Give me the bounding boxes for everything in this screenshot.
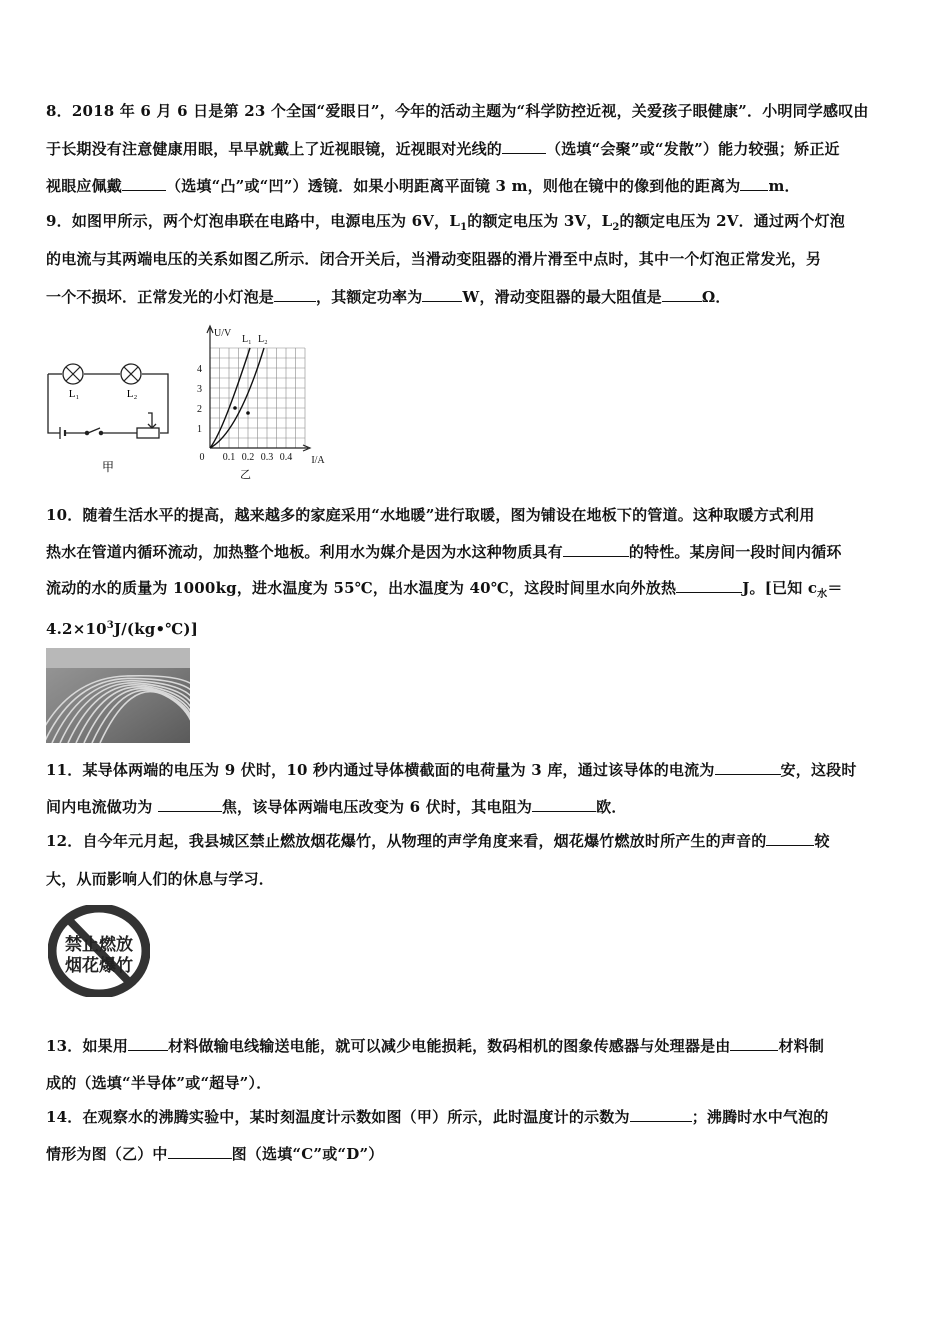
q9-line3: 一个不损坏．正常发光的小灯泡是 ，其额定功率为 W，滑动变阻器的最大阻值是 Ω． <box>46 288 731 306</box>
q13-line1: 13．如果用 材料做输电线输送电能，就可以减少电能损耗，数码相机的图象传感器与处理器是由 材料制 <box>46 1037 825 1055</box>
floor-heating-pipes-image <box>46 648 190 743</box>
x-axis-label: I/A <box>311 455 325 465</box>
answer-blank[interactable] <box>532 797 596 812</box>
answer-blank[interactable] <box>158 797 222 812</box>
q8-line1: 8．2018 年 6 月 6 日是第 23 个全国“爱眼日”，今年的活动主题为“科学防控近视，关爱孩子眼健康”．小明同学感叹由 <box>46 102 869 120</box>
answer-blank[interactable] <box>730 1036 778 1051</box>
y-tick-2: 2 <box>197 404 202 415</box>
q10-line3: 流动的水的质量为 1000kg，进水温度为 55℃，出水温度为 40℃，这段时间里水向外放热 J。[已知 $c_水=$ <box>46 579 843 600</box>
q9-line1: 9．如图甲所示，两个灯泡串联在电路中，电源电压为 6V，$L_1$的额定电压为 3V，$L_2$的额定电压为 2V．通过两个灯泡 <box>46 212 845 233</box>
sign-text-bottom: 烟花爆竹 <box>65 956 133 976</box>
x-tick-0-3: 0.3 <box>260 452 274 463</box>
curve-l1-point <box>233 406 237 410</box>
answer-blank[interactable] <box>128 1036 168 1051</box>
curve-l2-label: L₂ <box>258 334 268 345</box>
answer-blank[interactable] <box>502 139 546 154</box>
y-axis-label: U/V <box>214 328 232 339</box>
y-tick-4: 4 <box>197 364 202 375</box>
curve-l2-point <box>246 411 250 415</box>
answer-blank[interactable] <box>662 287 702 302</box>
no-fireworks-sign-icon <box>48 905 150 997</box>
q12-line2: 大，从而影响人们的休息与学习． <box>46 870 275 888</box>
lamp-l2-icon <box>121 364 141 384</box>
answer-blank[interactable] <box>422 287 462 302</box>
q14-line1: 14．在观察水的沸腾实验中，某时刻温度计示数如图（甲）所示，此时温度计的示数为 ；沸腾时水中气泡的 <box>46 1108 829 1126</box>
ui-graph <box>190 320 345 465</box>
answer-blank[interactable] <box>563 542 629 557</box>
q12-line1: 12．自今年元月起，我县城区禁止燃放烟花爆竹，从物理的声学角度来看，烟花爆竹燃放时所产生的声音的 较 <box>46 832 830 850</box>
figure-caption-jia: 甲 <box>101 460 115 474</box>
q8-line3: 视眼应佩戴 （选填“凸”或“凹”）透镜．如果小明距离平面镜 3 m，则他在镜中的像到他的距离为 m． <box>46 177 800 195</box>
y-tick-3: 3 <box>197 384 202 395</box>
answer-blank[interactable] <box>122 176 166 191</box>
figure-caption-yi: 乙 <box>240 468 251 481</box>
q13-line2: 成的（选填“半导体”或“超导”）． <box>46 1074 272 1092</box>
answer-blank[interactable] <box>676 578 742 593</box>
graph-grid <box>210 348 305 448</box>
y-tick-1: 1 <box>197 424 202 435</box>
curve-l1-label: L₁ <box>242 334 252 345</box>
answer-blank[interactable] <box>168 1144 232 1159</box>
q11-line2: 间内电流做功为 焦，该导体两端电压改变为 6 伏时，其电阻为 欧． <box>46 798 627 816</box>
q10-line2: 热水在管道内循环流动，加热整个地板。利用水为媒介是因为水这种物质具有 的特性。某房间一段时间内循环 <box>46 543 842 561</box>
answer-blank[interactable] <box>274 287 316 302</box>
lamp-l1-icon <box>63 364 83 384</box>
answer-blank[interactable] <box>740 176 768 191</box>
q11-line1: 11．某导体两端的电压为 9 伏时，10 秒内通过导体横截面的电荷量为 3 库，通过该导体的电流为 安，这段时 <box>46 761 857 779</box>
q14-line2: 情形为图（乙）中 图（选填“C”或“D”） <box>46 1145 384 1163</box>
lamp-l1-label: L₁ <box>68 388 80 400</box>
lamp-l2-label: L₂ <box>126 388 138 400</box>
circuit-diagram <box>40 355 180 480</box>
answer-blank[interactable] <box>715 760 781 775</box>
x-tick-0-2: 0.2 <box>241 452 255 463</box>
x-tick-0-4: 0.4 <box>279 452 293 463</box>
answer-blank[interactable] <box>630 1107 692 1122</box>
sign-text-top: 禁止燃放 <box>65 935 133 955</box>
answer-blank[interactable] <box>766 831 814 846</box>
x-tick-0-1: 0.1 <box>222 452 236 463</box>
q8-line2: 于长期没有注意健康用眼，早早就戴上了近视眼镜，近视眼对光线的 （选填“会聚”或“发散”）能力较强；矫正近 <box>46 140 840 158</box>
q10-line1: 10．随着生活水平的提高，越来越多的家庭采用“水地暖”进行取暖，图为铺设在地板下的管道。这种取暖方式利用 <box>46 506 815 524</box>
x-tick-0: 0 <box>199 452 205 463</box>
q9-line2: 的电流与其两端电压的关系如图乙所示．闭合开关后，当滑动变阻器的滑片滑至中点时，其中一个灯泡正常发光，另 <box>46 250 822 268</box>
q10-line4: $4.2\times 10^3J/(kg•℃)$] <box>46 620 199 638</box>
